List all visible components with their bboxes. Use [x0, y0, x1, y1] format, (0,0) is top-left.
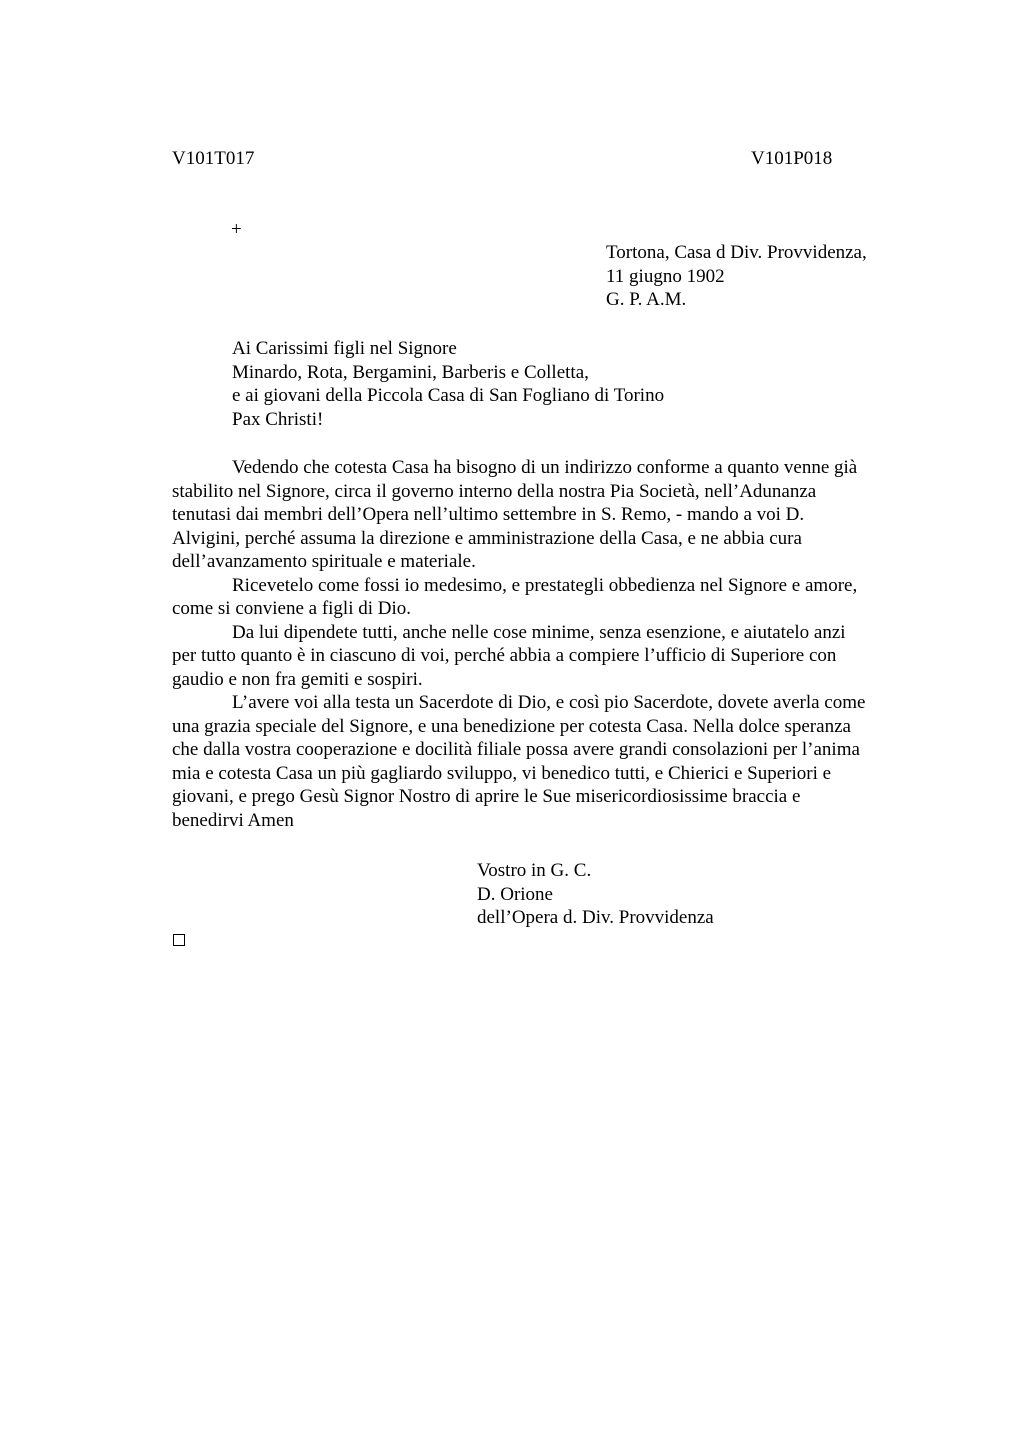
body-line: Vedendo che cotesta Casa ha bisogno di un indirizzo conforme a quanto venne già: [232, 457, 858, 478]
body-line: Ricevetelo come fossi io medesimo, e prestategli obbedienza nel Signore e amore,: [232, 574, 858, 596]
body-line: Alvigini, perché assuma la direzione e amministrazione della Casa, e ne abbia cura: [172, 527, 802, 549]
empty-square-icon: [173, 934, 185, 946]
body-line: mia e cotesta Casa un più gagliardo sviluppo, vi benedico tutti, e Chierici e Superiori e: [172, 762, 832, 784]
document-code-left: V101T017: [172, 148, 255, 169]
place-date-block: [606, 241, 867, 312]
body-line: come si conviene a figli di Dio.: [172, 598, 412, 619]
signature-block: [477, 859, 714, 930]
greeting-line: Pax Christi!: [232, 408, 324, 430]
body-line: dell’avanzamento spirituale e materiale.: [172, 551, 476, 572]
closing-line: Vostro in G. C.: [477, 860, 592, 881]
body-line: benedirvi Amen: [172, 809, 294, 831]
address-line: Minardo, Rota, Bergamini, Barberis e Colletta,: [232, 361, 589, 383]
date-line: 11 giugno 1902: [606, 265, 725, 287]
address-line: Ai Carissimi figli nel Signore: [232, 338, 457, 359]
cross-symbol: +: [231, 219, 242, 240]
body-line: tenutasi dai membri dell’Opera nell’ultimo settembre in S. Remo, - mando a voi D.: [172, 504, 805, 525]
body-line: giovani, e prego Gesù Signor Nostro di aprire le Sue misericordiosissime braccia e: [172, 786, 801, 807]
signer-affiliation: dell’Opera d. Div. Provvidenza: [477, 907, 714, 928]
body-line: per tutto quanto è in ciascuno di voi, perché abbia a compiere l’ufficio di Superiore con: [172, 645, 837, 666]
document-code-right: V101P018: [751, 148, 833, 169]
body-line: che dalla vostra cooperazione e docilità filiale possa avere grandi consolazioni per l’anima: [172, 739, 860, 760]
body-line: L’avere voi alla testa un Sacerdote di Dio, e così pio Sacerdote, dovete averla come: [232, 692, 866, 713]
motto-line: G. P. A.M.: [606, 289, 687, 310]
signer-name: D. Orione: [477, 883, 553, 905]
body-line: stabilito nel Signore, circa il governo interno della nostra Pia Società, nell’Adunanza: [172, 480, 817, 502]
body-line: una grazia speciale del Signore, e una benedizione per cotesta Casa. Nella dolce speranza: [172, 715, 851, 737]
address-block: [232, 337, 664, 431]
address-line: e ai giovani della Piccola Casa di San Fogliano di Torino: [232, 385, 665, 406]
body-line: gaudio e non fra gemiti e sospiri.: [172, 668, 423, 690]
letter-body: [172, 456, 932, 832]
place-line: Tortona, Casa d Div. Provvidenza,: [606, 242, 867, 263]
body-line: Da lui dipendete tutti, anche nelle cose minime, senza esenzione, e aiutatelo anzi: [232, 621, 846, 643]
